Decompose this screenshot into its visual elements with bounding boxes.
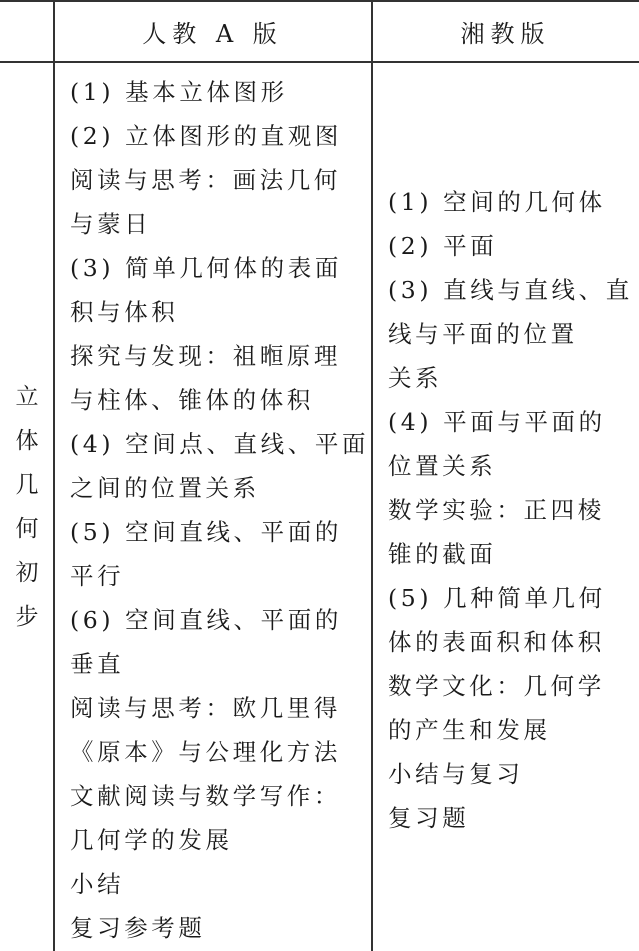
row-label-char: 立 bbox=[15, 383, 39, 410]
content-line: 垂直 bbox=[70, 650, 125, 678]
content-line: 小结与复习 bbox=[388, 760, 524, 788]
content-line: (1) 空间的几何体 bbox=[388, 188, 606, 216]
content-line: 数学文化：几何学 bbox=[388, 672, 605, 700]
content-line: 位置关系 bbox=[388, 452, 497, 480]
row-label-lidi-jihe-chubu bbox=[0, 62, 54, 951]
content-line: (4) 平面与平面的 bbox=[388, 408, 606, 436]
content-line: 复习题 bbox=[388, 804, 470, 832]
content-line: 之间的位置关系 bbox=[70, 474, 260, 502]
content-line: 探究与发现：祖暅原理 bbox=[70, 342, 341, 370]
content-line: 几何学的发展 bbox=[70, 826, 233, 854]
row-label-char: 初 bbox=[15, 559, 39, 586]
content-line: 阅读与思考：欧几里得 bbox=[70, 694, 341, 722]
content-line: (3) 直线与直线、直 bbox=[388, 276, 633, 304]
content-line: 阅读与思考：画法几何 bbox=[70, 166, 341, 194]
row-label-char: 何 bbox=[15, 515, 39, 542]
content-line: 复习参考题 bbox=[70, 914, 206, 942]
middle-column-divider bbox=[371, 0, 373, 951]
content-line: 关系 bbox=[388, 364, 443, 392]
content-line: (5) 空间直线、平面的 bbox=[70, 518, 342, 546]
content-line: 的产生和发展 bbox=[388, 716, 551, 744]
content-line: 数学实验：正四棱 bbox=[388, 496, 605, 524]
renjiao-a-content bbox=[70, 70, 369, 950]
content-line: 积与体积 bbox=[70, 298, 179, 326]
row-label-char: 步 bbox=[15, 603, 39, 630]
content-line: (4) 空间点、直线、平面 bbox=[70, 430, 370, 458]
content-line: 平行 bbox=[70, 562, 125, 590]
header-xiangjiao: 湘教版 bbox=[460, 19, 551, 48]
content-line: 文献阅读与数学写作： bbox=[70, 782, 341, 810]
content-line: 《原本》与公理化方法 bbox=[70, 738, 341, 766]
content-line: (6) 空间直线、平面的 bbox=[70, 606, 342, 634]
content-line: 小结 bbox=[70, 870, 125, 898]
content-line: 体的表面积和体积 bbox=[388, 628, 605, 656]
row-label-char: 体 bbox=[15, 427, 39, 454]
content-line: (2) 平面 bbox=[388, 232, 498, 260]
content-line: (3) 简单几何体的表面 bbox=[70, 254, 342, 282]
content-line: (5) 几种简单几何 bbox=[388, 584, 606, 612]
xiangjiao-content bbox=[388, 180, 633, 840]
content-line: 与蒙日 bbox=[70, 210, 152, 238]
header-renjiao-a: 人教 A 版 bbox=[142, 19, 283, 48]
row-label-char: 几 bbox=[15, 471, 39, 498]
content-line: 与柱体、锥体的体积 bbox=[70, 386, 314, 414]
content-line: (2) 立体图形的直观图 bbox=[70, 122, 342, 150]
content-line: (1) 基本立体图形 bbox=[70, 78, 288, 106]
content-line: 锥的截面 bbox=[388, 540, 497, 568]
content-line: 线与平面的位置 bbox=[388, 320, 578, 348]
